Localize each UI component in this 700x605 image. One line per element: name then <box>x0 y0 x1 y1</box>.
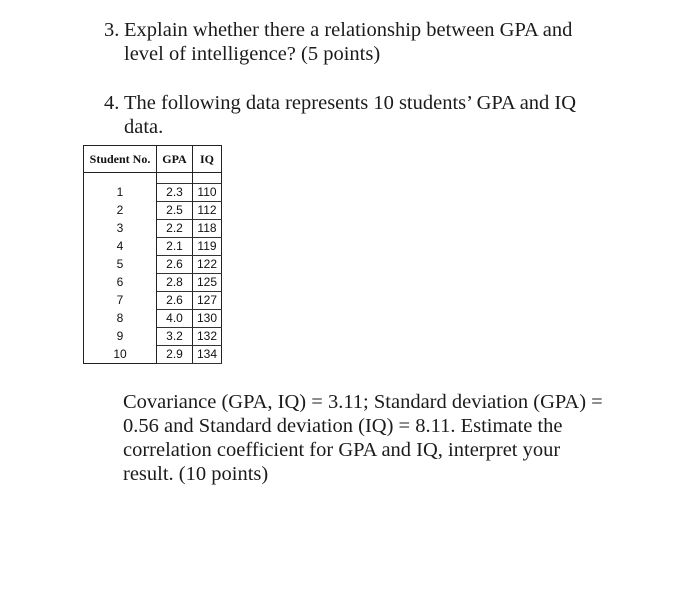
cell-gpa: 2.6 <box>157 256 193 274</box>
cell-iq: 112 <box>193 202 222 220</box>
covariance-line-3: correlation coefficient for GPA and IQ, interpret your <box>123 439 561 461</box>
covariance-line-4: result. (10 points) <box>123 463 269 485</box>
cell-student-no: 3 <box>84 220 157 238</box>
cell-iq: 118 <box>193 220 222 238</box>
cell-gpa: 2.3 <box>157 184 193 202</box>
question-3-text <box>124 18 594 66</box>
covariance-line-1: Covariance (GPA, IQ) = 3.11; Standard deviation (GPA) = <box>123 391 603 413</box>
cell-iq: 122 <box>193 256 222 274</box>
table-row <box>84 292 222 310</box>
cell-gpa: 2.2 <box>157 220 193 238</box>
header-gpa: GPA <box>157 146 193 173</box>
cell-iq: 132 <box>193 328 222 346</box>
table-row <box>84 346 222 364</box>
cell-gpa: 3.2 <box>157 328 193 346</box>
table-row <box>84 220 222 238</box>
spacer-cell <box>193 173 222 184</box>
table-row <box>84 184 222 202</box>
cell-student-no: 1 <box>84 184 157 202</box>
question-4-number: 4. <box>104 92 120 114</box>
question-4-line-2: data. <box>124 116 164 138</box>
cell-gpa: 2.6 <box>157 292 193 310</box>
table-row <box>84 238 222 256</box>
question-3-line-1: Explain whether there a relationship between GPA and <box>124 19 573 41</box>
cell-iq: 119 <box>193 238 222 256</box>
table-row <box>84 256 222 274</box>
table-row <box>84 202 222 220</box>
cell-gpa: 2.8 <box>157 274 193 292</box>
spacer-cell <box>157 173 193 184</box>
student-data-table <box>83 145 222 364</box>
question-4 <box>104 91 604 141</box>
cell-student-no: 8 <box>84 310 157 328</box>
covariance-line-2: 0.56 and Standard deviation (IQ) = 8.11. Estimate the <box>123 415 563 437</box>
cell-student-no: 6 <box>84 274 157 292</box>
table-header-row <box>84 146 222 173</box>
question-4-line-1: The following data represents 10 students’ GPA and IQ <box>124 92 577 114</box>
table-row <box>84 328 222 346</box>
cell-student-no: 2 <box>84 202 157 220</box>
spacer-cell <box>84 173 157 184</box>
covariance-question-text <box>123 390 623 486</box>
question-3 <box>104 18 604 68</box>
cell-gpa: 2.1 <box>157 238 193 256</box>
question-4-text <box>124 91 594 139</box>
question-3-number: 3. <box>104 19 120 41</box>
cell-student-no: 7 <box>84 292 157 310</box>
table-body <box>84 173 222 364</box>
table-spacer-row <box>84 173 222 184</box>
table-row <box>84 274 222 292</box>
cell-student-no: 9 <box>84 328 157 346</box>
header-student-no: Student No. <box>84 146 157 173</box>
cell-iq: 125 <box>193 274 222 292</box>
cell-gpa: 2.9 <box>157 346 193 364</box>
cell-student-no: 10 <box>84 346 157 364</box>
cell-iq: 127 <box>193 292 222 310</box>
cell-iq: 110 <box>193 184 222 202</box>
cell-gpa: 2.5 <box>157 202 193 220</box>
question-3-line-2: level of intelligence? (5 points) <box>124 43 381 65</box>
cell-iq: 130 <box>193 310 222 328</box>
cell-student-no: 5 <box>84 256 157 274</box>
cell-gpa: 4.0 <box>157 310 193 328</box>
header-iq: IQ <box>193 146 222 173</box>
table-row <box>84 310 222 328</box>
cell-iq: 134 <box>193 346 222 364</box>
cell-student-no: 4 <box>84 238 157 256</box>
